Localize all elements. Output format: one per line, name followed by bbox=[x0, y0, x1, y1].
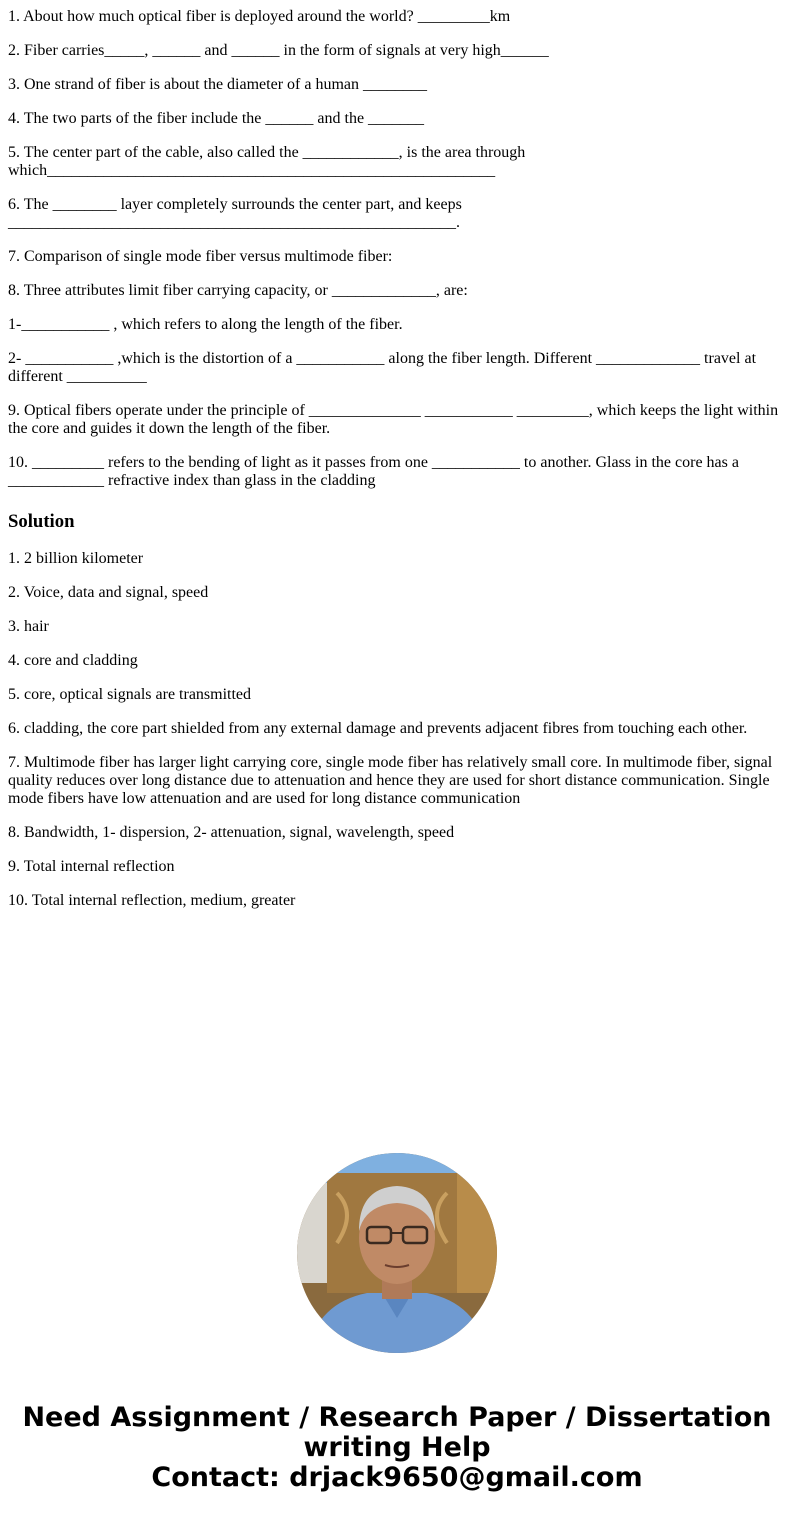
question-4: 4. The two parts of the fiber include the ______ and the _______ bbox=[8, 110, 425, 127]
question-1: 1. About how much optical fiber is deployed around the world? _________km bbox=[8, 8, 511, 25]
question-5: 5. The center part of the cable, also called the ____________, is the area through which________________________________________________________ bbox=[8, 144, 526, 179]
answer-1: 1. 2 billion kilometer bbox=[8, 550, 144, 567]
question-9: 9. Optical fibers operate under the principle of ______________ ___________ _________, which keeps the light within the core and guides it down the length of the fiber. bbox=[8, 402, 779, 437]
question-7: 7. Comparison of single mode fiber versus multimode fiber: bbox=[8, 248, 393, 265]
answer-3: 3. hair bbox=[8, 618, 49, 635]
question-2: 2. Fiber carries_____, ______ and ______ in the form of signals at very high______ bbox=[8, 42, 549, 59]
answer-7: 7. Multimode fiber has larger light carrying core, single mode fiber has relatively small core. In multimode fiber, signal quality reduces over long distance due to attenuation and hence they are used for short distance communication. Single mode fibers have low attenuation and are used for long distance communication bbox=[8, 754, 773, 807]
question-6: 6. The ________ layer completely surrounds the center part, and keeps ________________________________________________________. bbox=[8, 196, 462, 231]
footer-line-1: Need Assignment / Research Paper / Dissertation bbox=[22, 1402, 772, 1433]
answer-4: 4. core and cladding bbox=[8, 652, 138, 669]
footer-banner bbox=[0, 1403, 794, 1493]
question-3: 3. One strand of fiber is about the diameter of a human ________ bbox=[8, 76, 427, 93]
footer-contact: Contact: drjack9650@gmail.com bbox=[151, 1462, 643, 1493]
answer-8: 8. Bandwidth, 1- dispersion, 2- attenuation, signal, wavelength, speed bbox=[8, 824, 455, 841]
answers-section bbox=[8, 550, 786, 910]
questions-section bbox=[8, 8, 786, 490]
question-8: 8. Three attributes limit fiber carrying capacity, or _____________, are: bbox=[8, 282, 468, 299]
answer-6: 6. cladding, the core part shielded from any external damage and prevents adjacent fibres from touching each other. bbox=[8, 720, 748, 737]
answer-5: 5. core, optical signals are transmitted bbox=[8, 686, 252, 703]
question-8-item-2: 2- ___________ ,which is the distortion of a ___________ along the fiber length. Different _____________ travel at different __________ bbox=[8, 350, 757, 385]
question-10: 10. _________ refers to the bending of light as it passes from one ___________ to another. Glass in the core has a ____________ refractive index than glass in the cladding bbox=[8, 454, 739, 489]
footer-line-2: writing Help bbox=[303, 1432, 491, 1463]
question-8-item-1: 1-___________ , which refers to along the length of the fiber. bbox=[8, 316, 403, 333]
answer-10: 10. Total internal reflection, medium, greater bbox=[8, 892, 296, 909]
answer-2: 2. Voice, data and signal, speed bbox=[8, 584, 209, 601]
answer-9: 9. Total internal reflection bbox=[8, 858, 175, 875]
author-photo-illustration bbox=[297, 1153, 497, 1353]
author-avatar bbox=[297, 1153, 497, 1353]
solution-heading: Solution bbox=[8, 511, 75, 532]
